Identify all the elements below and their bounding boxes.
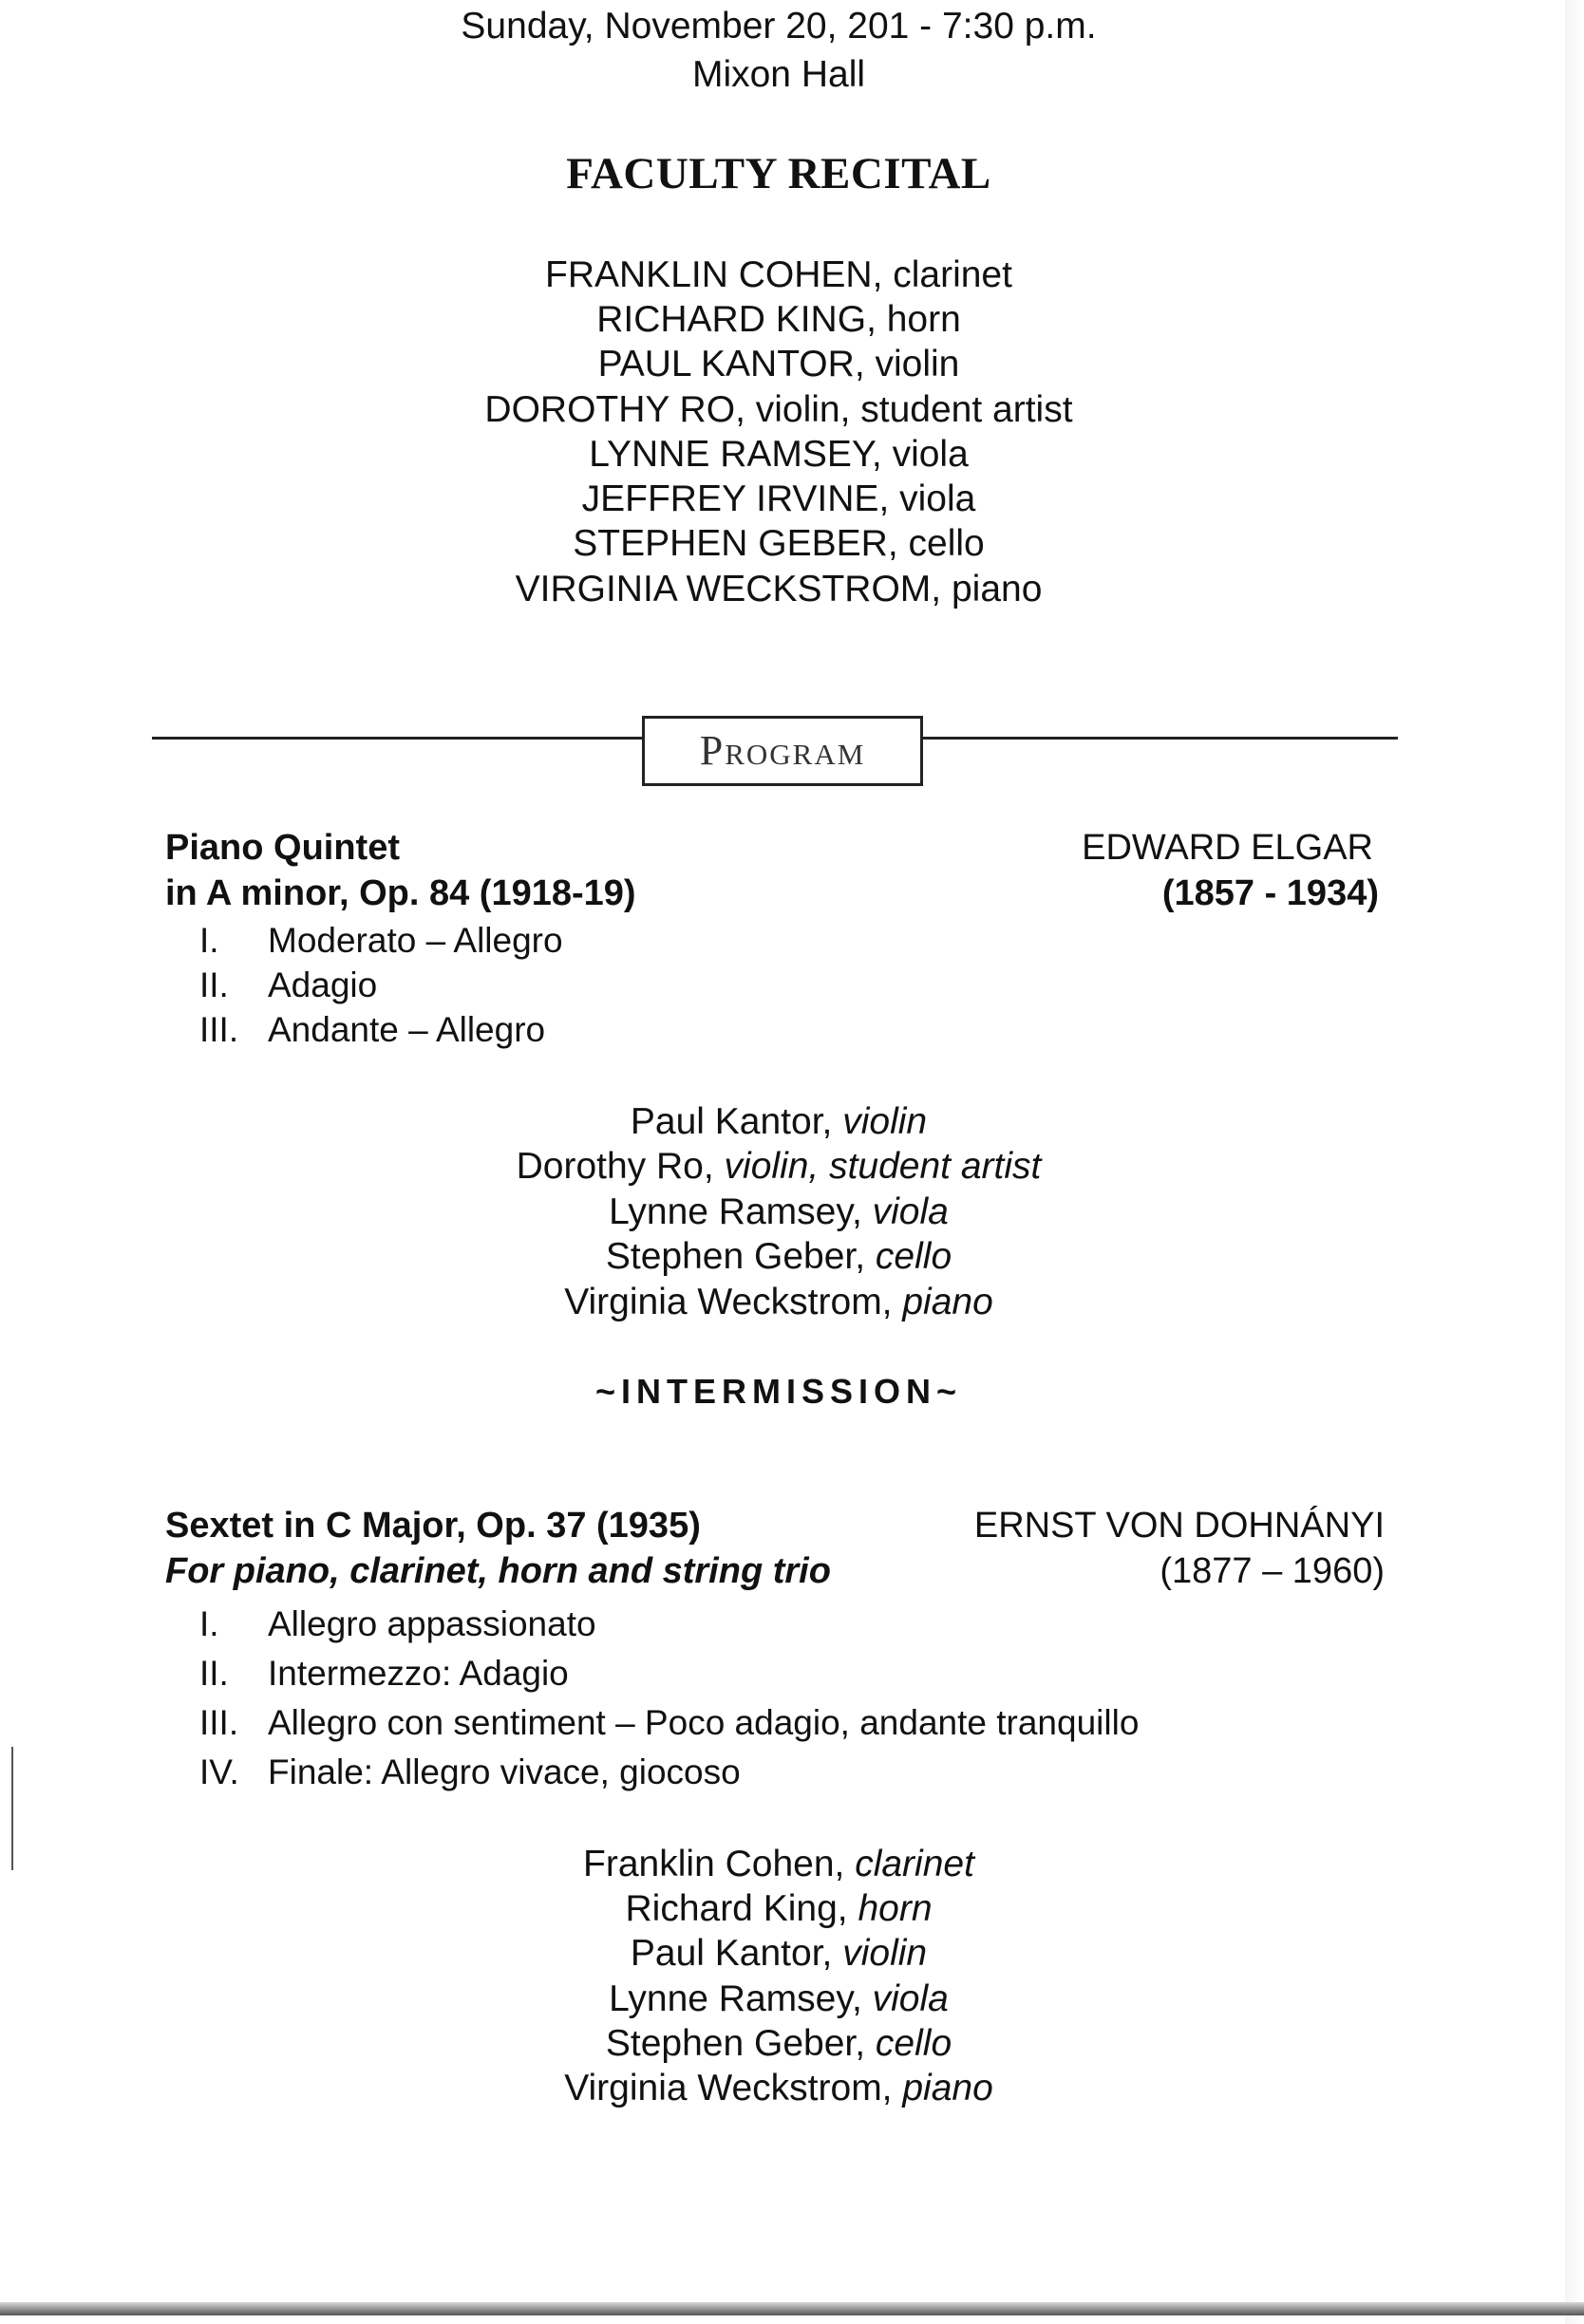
player-line: Paul Kantor, violin xyxy=(630,1101,928,1142)
performer-line: STEPHEN GEBER, cello xyxy=(573,523,985,564)
work-subtitle: For piano, clarinet, horn and string trio xyxy=(165,1551,831,1591)
player-line: Stephen Geber, cello xyxy=(605,2023,952,2064)
scan-margin-mark xyxy=(11,1747,13,1870)
movement-item: III. Allegro con sentiment – Poco adagio, andante tranquillo xyxy=(199,1703,1140,1742)
intermission-label: ~INTERMISSION~ xyxy=(594,1372,963,1411)
performer-line: PAUL KANTOR, violin xyxy=(597,344,960,384)
performer-line: JEFFREY IRVINE, viola xyxy=(581,478,976,519)
player-line: Lynne Ramsey, viola xyxy=(609,1191,949,1232)
composer-dates: (1877 – 1960) xyxy=(1160,1551,1385,1591)
performer-line: DOROTHY RO, violin, student artist xyxy=(484,389,1073,430)
composer-name: ERNST VON DOHNÁNYI xyxy=(973,1506,1385,1546)
program-heading: Program xyxy=(642,716,923,786)
composer-name: EDWARD ELGAR xyxy=(1082,828,1373,868)
player-line: Lynne Ramsey, viola xyxy=(609,1978,949,2019)
movement-item: IV. Finale: Allegro vivace, giocoso xyxy=(199,1752,741,1791)
divider-left xyxy=(152,737,646,740)
player-line: Franklin Cohen, clarinet xyxy=(583,1844,974,1884)
movement-item: I. Allegro appassionato xyxy=(199,1604,596,1643)
page-edge-shadow xyxy=(1565,0,1584,2324)
movement-item: I. Moderato – Allegro xyxy=(199,921,563,960)
player-line: Stephen Geber, cello xyxy=(605,1236,952,1277)
divider-right xyxy=(919,737,1398,740)
performer-line: LYNNE RAMSEY, viola xyxy=(589,434,969,475)
work-title: Piano Quintet xyxy=(165,828,400,868)
player-line: Virginia Weckstrom, piano xyxy=(564,2068,993,2108)
performer-line: VIRGINIA WECKSTROM, piano xyxy=(515,569,1043,609)
movement-item: III. Andante – Allegro xyxy=(199,1010,546,1049)
page-bottom-edge xyxy=(0,2302,1584,2315)
player-line: Virginia Weckstrom, piano xyxy=(564,1282,993,1322)
date-line: Sunday, November 20, 201 - 7:30 p.m. xyxy=(461,6,1097,47)
player-line: Richard King, horn xyxy=(625,1888,933,1929)
work-subtitle: in A minor, Op. 84 (1918-19) xyxy=(165,873,636,913)
recital-title: FACULTY RECITAL xyxy=(566,149,991,198)
venue: Mixon Hall xyxy=(691,54,866,95)
movement-item: II. Adagio xyxy=(199,965,378,1004)
performer-line: FRANKLIN COHEN, clarinet xyxy=(545,254,1012,295)
performer-line: RICHARD KING, horn xyxy=(596,299,961,340)
player-line: Paul Kantor, violin xyxy=(630,1933,928,1974)
composer-dates: (1857 - 1934) xyxy=(1161,873,1379,913)
player-line: Dorothy Ro, violin, student artist xyxy=(516,1146,1042,1187)
work-title: Sextet in C Major, Op. 37 (1935) xyxy=(165,1506,701,1546)
movement-item: II. Intermezzo: Adagio xyxy=(199,1654,569,1693)
